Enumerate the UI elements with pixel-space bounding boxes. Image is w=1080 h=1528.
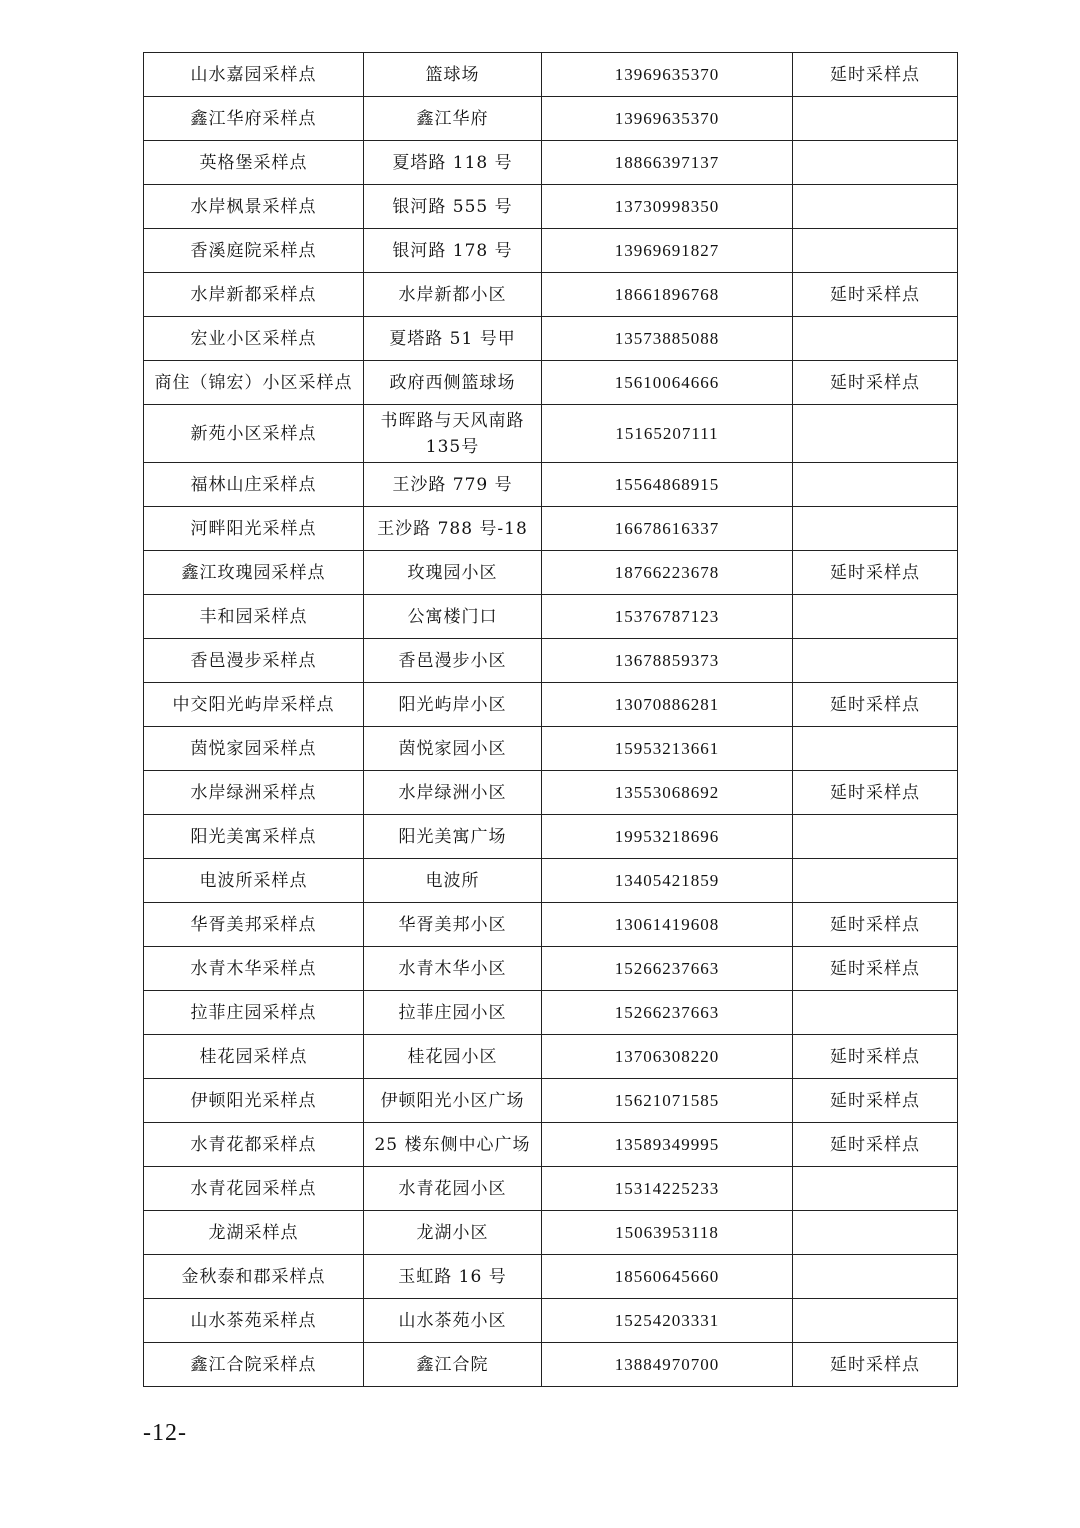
site-location-cell: 王沙路 788 号-18 <box>364 507 542 551</box>
site-name-cell: 香邑漫步采样点 <box>144 639 364 683</box>
note-cell: 延时采样点 <box>793 1343 958 1387</box>
site-name-cell: 山水茶苑采样点 <box>144 1299 364 1343</box>
contact-phone-cell: 15621071585 <box>542 1079 793 1123</box>
site-name-cell: 福林山庄采样点 <box>144 463 364 507</box>
note-cell <box>793 1299 958 1343</box>
contact-phone-cell: 15254203331 <box>542 1299 793 1343</box>
table-row <box>144 361 958 405</box>
contact-phone-cell: 16678616337 <box>542 507 793 551</box>
site-name-cell: 商住（锦宏）小区采样点 <box>144 361 364 405</box>
contact-phone-cell: 15314225233 <box>542 1167 793 1211</box>
table-row <box>144 317 958 361</box>
site-location-cell: 电波所 <box>364 859 542 903</box>
site-location-cell: 水青花园小区 <box>364 1167 542 1211</box>
note-cell <box>793 317 958 361</box>
note-cell <box>793 1211 958 1255</box>
table-row <box>144 639 958 683</box>
note-cell <box>793 141 958 185</box>
note-cell: 延时采样点 <box>793 1123 958 1167</box>
note-cell <box>793 815 958 859</box>
site-name-cell: 水岸新都采样点 <box>144 273 364 317</box>
note-cell <box>793 595 958 639</box>
site-location-cell: 水岸新都小区 <box>364 273 542 317</box>
contact-phone-cell: 15376787123 <box>542 595 793 639</box>
site-name-cell: 鑫江华府采样点 <box>144 97 364 141</box>
note-cell <box>793 727 958 771</box>
table-row <box>144 1343 958 1387</box>
contact-phone-cell: 13706308220 <box>542 1035 793 1079</box>
site-name-cell: 水青花园采样点 <box>144 1167 364 1211</box>
note-cell: 延时采样点 <box>793 771 958 815</box>
site-name-cell: 宏业小区采样点 <box>144 317 364 361</box>
site-name-cell: 阳光美寓采样点 <box>144 815 364 859</box>
table-row <box>144 683 958 727</box>
site-location-cell: 山水茶苑小区 <box>364 1299 542 1343</box>
site-location-cell: 鑫江合院 <box>364 1343 542 1387</box>
site-name-cell: 丰和园采样点 <box>144 595 364 639</box>
site-name-cell: 山水嘉园采样点 <box>144 53 364 97</box>
site-name-cell: 中交阳光屿岸采样点 <box>144 683 364 727</box>
contact-phone-cell: 15266237663 <box>542 991 793 1035</box>
sampling-sites-table <box>143 52 958 1387</box>
table-row <box>144 1123 958 1167</box>
site-name-cell: 河畔阳光采样点 <box>144 507 364 551</box>
site-name-cell: 水岸绿洲采样点 <box>144 771 364 815</box>
site-name-cell: 拉菲庄园采样点 <box>144 991 364 1035</box>
table-row <box>144 991 958 1035</box>
site-location-cell: 阳光美寓广场 <box>364 815 542 859</box>
note-cell: 延时采样点 <box>793 1035 958 1079</box>
contact-phone-cell: 15953213661 <box>542 727 793 771</box>
contact-phone-cell: 13070886281 <box>542 683 793 727</box>
contact-phone-cell: 18766223678 <box>542 551 793 595</box>
contact-phone-cell: 15266237663 <box>542 947 793 991</box>
site-location-cell: 书晖路与天风南路135号 <box>364 405 542 463</box>
note-cell <box>793 991 958 1035</box>
site-name-cell: 水青木华采样点 <box>144 947 364 991</box>
note-cell <box>793 639 958 683</box>
table-row <box>144 97 958 141</box>
table-row <box>144 903 958 947</box>
contact-phone-cell: 15564868915 <box>542 463 793 507</box>
note-cell <box>793 1255 958 1299</box>
site-location-cell: 阳光屿岸小区 <box>364 683 542 727</box>
contact-phone-cell: 13405421859 <box>542 859 793 903</box>
note-cell <box>793 859 958 903</box>
site-location-cell: 伊顿阳光小区广场 <box>364 1079 542 1123</box>
table-row <box>144 1035 958 1079</box>
table-row <box>144 947 958 991</box>
site-location-cell: 夏塔路 51 号甲 <box>364 317 542 361</box>
table-row <box>144 1211 958 1255</box>
site-location-cell: 玫瑰园小区 <box>364 551 542 595</box>
table-row <box>144 507 958 551</box>
table-row <box>144 595 958 639</box>
contact-phone-cell: 18661896768 <box>542 273 793 317</box>
note-cell <box>793 405 958 463</box>
site-name-cell: 英格堡采样点 <box>144 141 364 185</box>
site-location-cell: 公寓楼门口 <box>364 595 542 639</box>
site-location-cell: 王沙路 779 号 <box>364 463 542 507</box>
table-row <box>144 1255 958 1299</box>
site-location-cell: 水青木华小区 <box>364 947 542 991</box>
table-row <box>144 229 958 273</box>
contact-phone-cell: 13061419608 <box>542 903 793 947</box>
site-name-cell: 龙湖采样点 <box>144 1211 364 1255</box>
contact-phone-cell: 18866397137 <box>542 141 793 185</box>
table-row <box>144 405 958 463</box>
table-row <box>144 815 958 859</box>
site-name-cell: 桂花园采样点 <box>144 1035 364 1079</box>
table-row <box>144 273 958 317</box>
contact-phone-cell: 15063953118 <box>542 1211 793 1255</box>
site-location-cell: 玉虹路 16 号 <box>364 1255 542 1299</box>
site-name-cell: 金秋泰和郡采样点 <box>144 1255 364 1299</box>
site-name-cell: 水岸枫景采样点 <box>144 185 364 229</box>
site-location-cell: 银河路 178 号 <box>364 229 542 273</box>
site-location-cell: 水岸绿洲小区 <box>364 771 542 815</box>
note-cell <box>793 1167 958 1211</box>
note-cell <box>793 463 958 507</box>
contact-phone-cell: 18560645660 <box>542 1255 793 1299</box>
table-row <box>144 859 958 903</box>
contact-phone-cell: 13573885088 <box>542 317 793 361</box>
note-cell <box>793 229 958 273</box>
site-location-cell: 夏塔路 118 号 <box>364 141 542 185</box>
note-cell: 延时采样点 <box>793 361 958 405</box>
table-row <box>144 1167 958 1211</box>
site-location-cell: 鑫江华府 <box>364 97 542 141</box>
page-number: -12- <box>143 1420 187 1446</box>
table-row <box>144 141 958 185</box>
site-location-cell: 篮球场 <box>364 53 542 97</box>
site-name-cell: 华胥美邦采样点 <box>144 903 364 947</box>
table-row <box>144 463 958 507</box>
contact-phone-cell: 13884970700 <box>542 1343 793 1387</box>
note-cell: 延时采样点 <box>793 683 958 727</box>
note-cell: 延时采样点 <box>793 53 958 97</box>
site-location-cell: 银河路 555 号 <box>364 185 542 229</box>
contact-phone-cell: 13969691827 <box>542 229 793 273</box>
table-row <box>144 727 958 771</box>
contact-phone-cell: 13553068692 <box>542 771 793 815</box>
note-cell: 延时采样点 <box>793 551 958 595</box>
site-location-cell: 茵悦家园小区 <box>364 727 542 771</box>
contact-phone-cell: 13589349995 <box>542 1123 793 1167</box>
site-location-cell: 华胥美邦小区 <box>364 903 542 947</box>
table-row <box>144 185 958 229</box>
contact-phone-cell: 19953218696 <box>542 815 793 859</box>
contact-phone-cell: 13969635370 <box>542 97 793 141</box>
site-location-cell: 拉菲庄园小区 <box>364 991 542 1035</box>
table-row <box>144 771 958 815</box>
note-cell: 延时采样点 <box>793 1079 958 1123</box>
table-row <box>144 551 958 595</box>
site-location-cell: 25 楼东侧中心广场 <box>364 1123 542 1167</box>
site-name-cell: 香溪庭院采样点 <box>144 229 364 273</box>
site-name-cell: 水青花都采样点 <box>144 1123 364 1167</box>
contact-phone-cell: 13969635370 <box>542 53 793 97</box>
table-row <box>144 1299 958 1343</box>
site-location-cell: 龙湖小区 <box>364 1211 542 1255</box>
site-location-cell: 政府西侧篮球场 <box>364 361 542 405</box>
contact-phone-cell: 13678859373 <box>542 639 793 683</box>
contact-phone-cell: 15610064666 <box>542 361 793 405</box>
note-cell <box>793 97 958 141</box>
table-row <box>144 1079 958 1123</box>
table-row <box>144 53 958 97</box>
note-cell: 延时采样点 <box>793 903 958 947</box>
site-name-cell: 鑫江合院采样点 <box>144 1343 364 1387</box>
note-cell: 延时采样点 <box>793 273 958 317</box>
note-cell: 延时采样点 <box>793 947 958 991</box>
site-name-cell: 电波所采样点 <box>144 859 364 903</box>
site-location-cell: 桂花园小区 <box>364 1035 542 1079</box>
site-name-cell: 伊顿阳光采样点 <box>144 1079 364 1123</box>
contact-phone-cell: 15165207111 <box>542 405 793 463</box>
note-cell <box>793 507 958 551</box>
site-name-cell: 新苑小区采样点 <box>144 405 364 463</box>
contact-phone-cell: 13730998350 <box>542 185 793 229</box>
table-body <box>144 53 958 1387</box>
site-name-cell: 鑫江玫瑰园采样点 <box>144 551 364 595</box>
note-cell <box>793 185 958 229</box>
site-location-cell: 香邑漫步小区 <box>364 639 542 683</box>
site-name-cell: 茵悦家园采样点 <box>144 727 364 771</box>
